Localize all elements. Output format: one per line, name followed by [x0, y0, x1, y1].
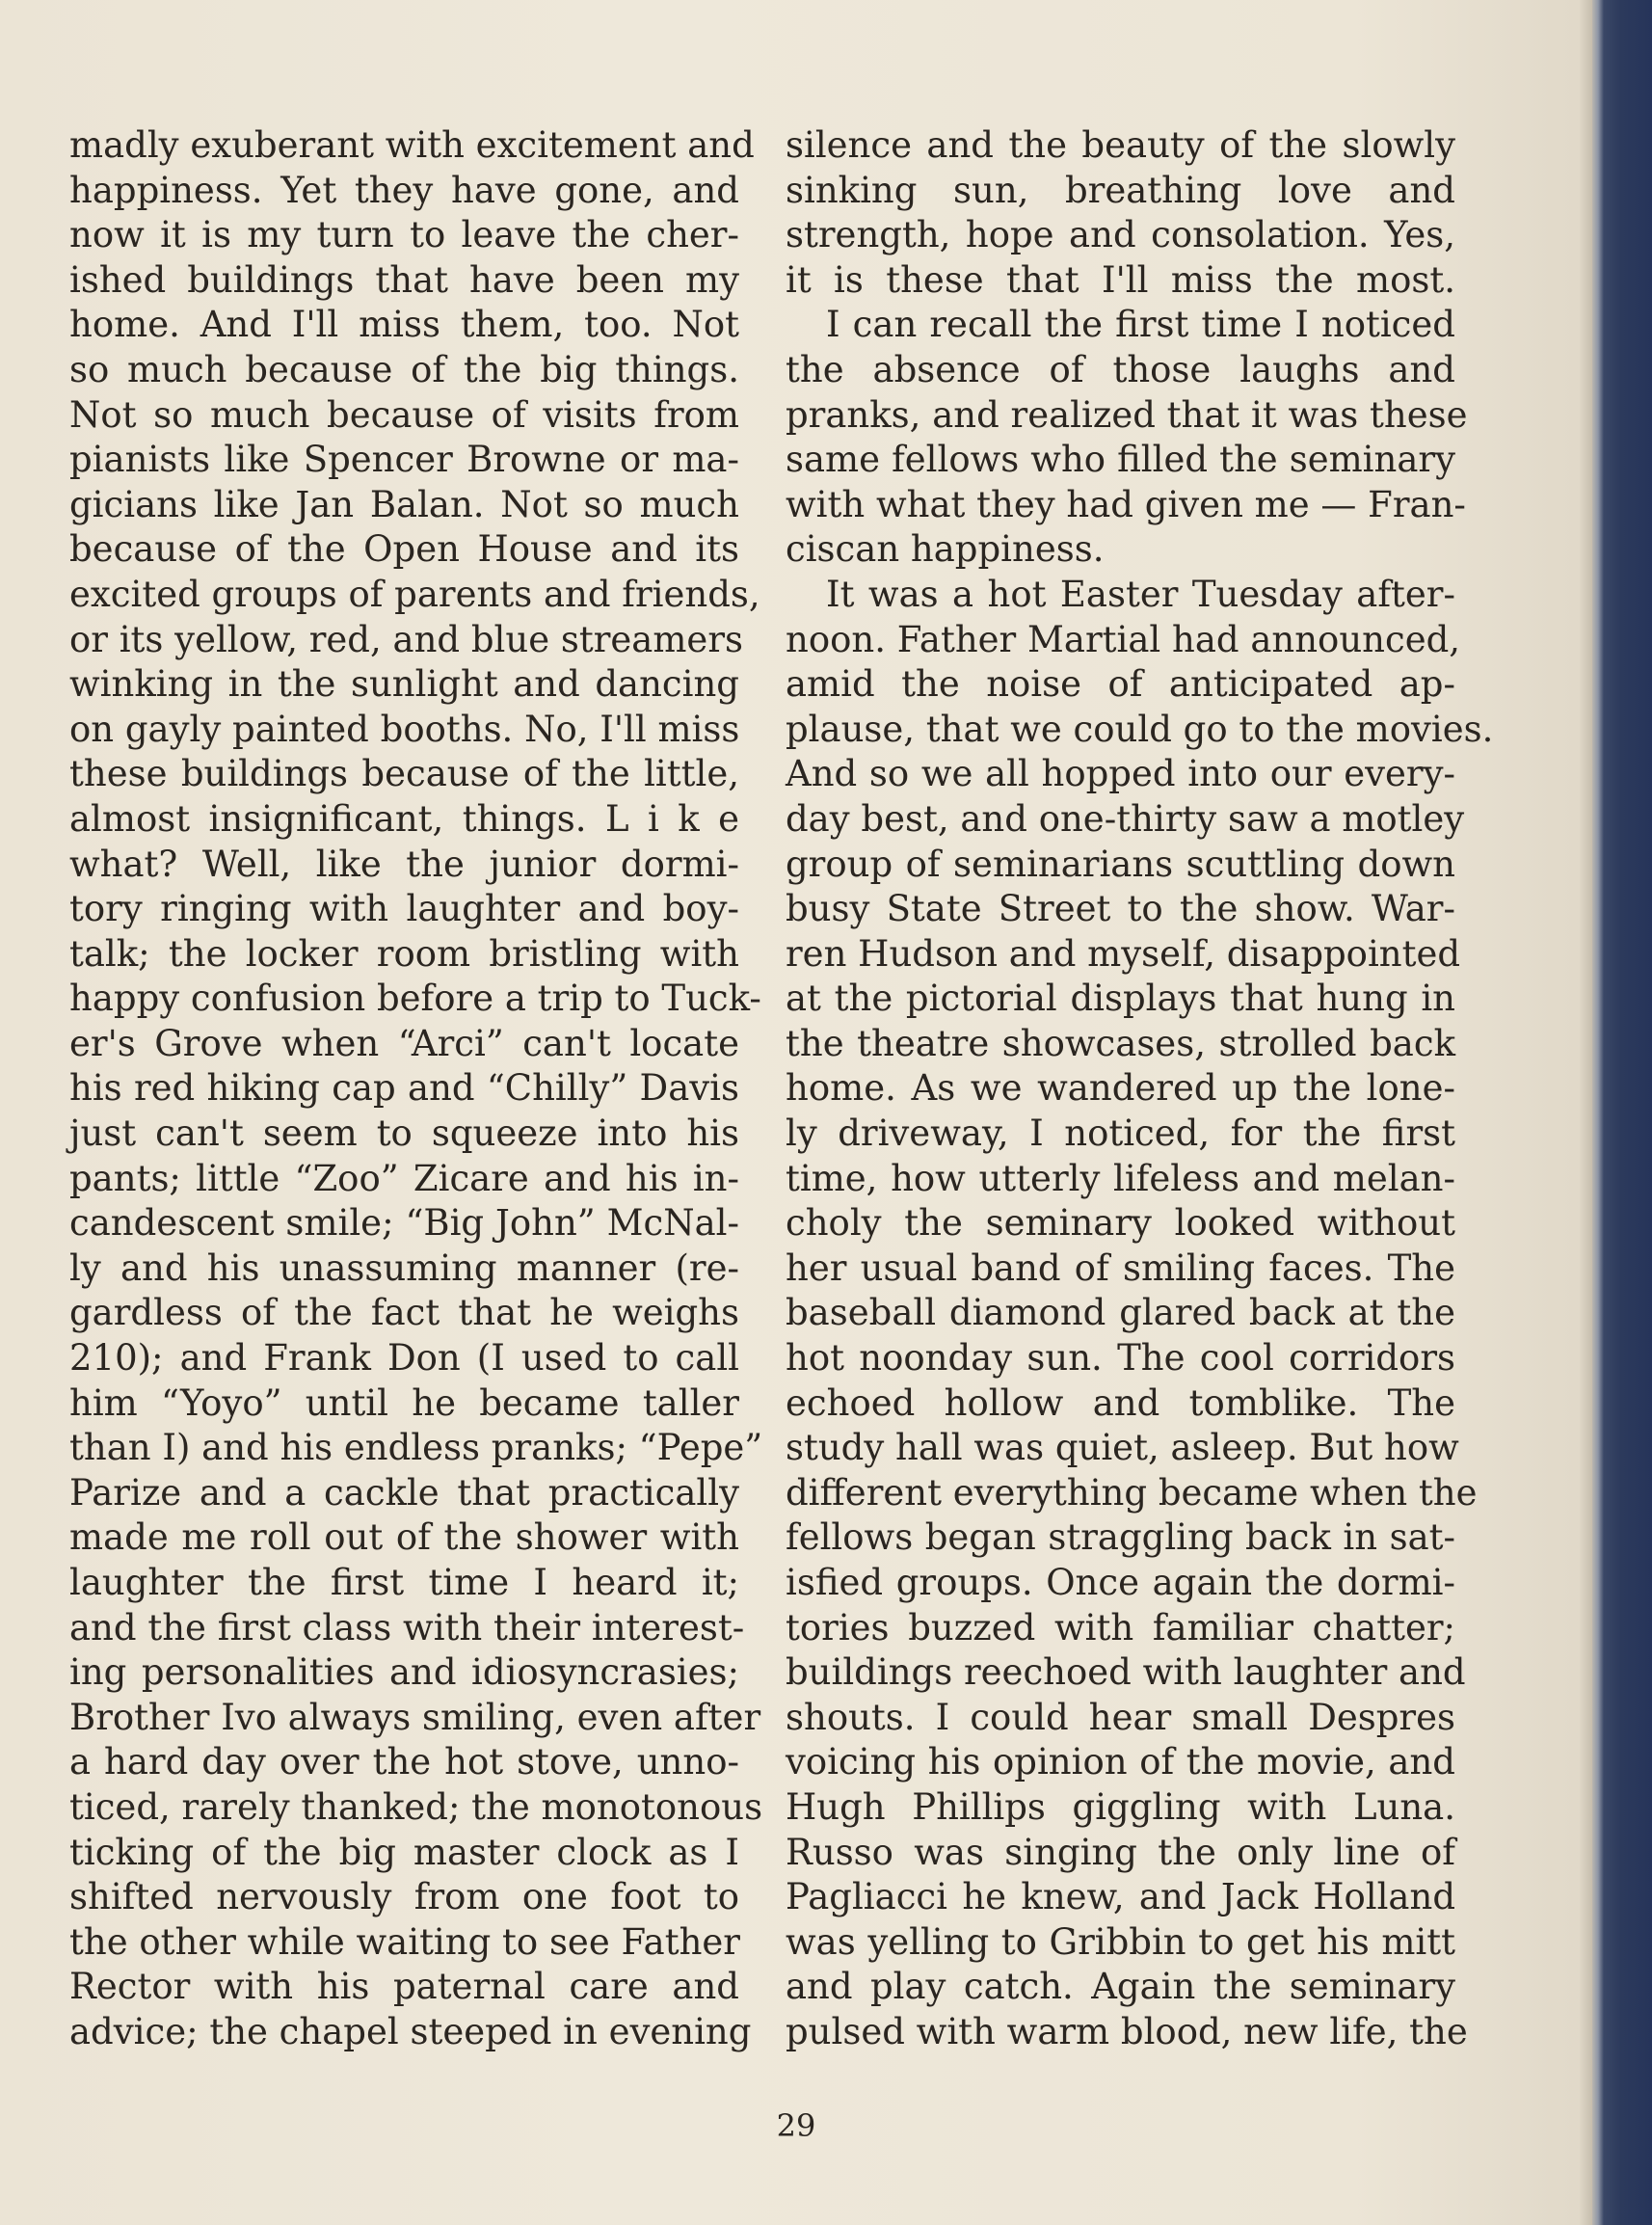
text-line: ly and his unassuming manner (re-	[69, 1247, 739, 1289]
text-line: talk; the locker room bristling with	[69, 932, 739, 975]
text-line: these buildings because of the little,	[69, 753, 739, 795]
text-line: pianists like Spencer Browne or ma-	[69, 439, 739, 481]
text-line: advice; the chapel steeped in evening	[69, 2010, 752, 2052]
text-line: or its yellow, red, and blue streamers	[69, 618, 744, 660]
text-line: shouts. I could hear small Despres	[786, 1696, 1455, 1738]
text-line: shifted nervously from one foot to	[69, 1876, 739, 1918]
text-line: with what they had given me — Fran-	[786, 483, 1466, 525]
text-line: ly driveway, I noticed, for the first	[786, 1112, 1455, 1155]
text-line: because of the Open House and its	[69, 528, 739, 571]
text-line: happy confusion before a trip to Tuck-	[69, 978, 761, 1020]
text-line: ticed, rarely thanked; the monotonous	[69, 1785, 763, 1828]
text-line: er's Grove when “Arci” can't locate	[69, 1022, 739, 1064]
text-line: plause, that we could go to the movies.	[786, 708, 1494, 750]
text-line: strength, hope and consolation. Yes,	[786, 214, 1455, 256]
text-line: tory ringing with laughter and boy-	[69, 888, 739, 930]
text-line: ciscan happiness.	[786, 528, 1105, 571]
text-line: ren Hudson and myself, disappointed	[786, 932, 1461, 975]
text-line: her usual band of smiling faces. The	[786, 1247, 1455, 1289]
text-line: happiness. Yet they have gone, and	[69, 169, 739, 211]
text-line: pranks, and realized that it was these	[786, 393, 1468, 436]
text-line: And so we all hopped into our every-	[786, 753, 1455, 795]
text-line: choly the seminary looked without	[786, 1202, 1455, 1245]
text-line: home. As we wandered up the lone-	[786, 1067, 1455, 1110]
text-line: now it is my turn to leave the cher-	[69, 214, 739, 256]
text-line: different everything became when the	[786, 1471, 1478, 1514]
text-line: was yelling to Gribbin to get his mitt	[786, 1920, 1455, 1963]
text-line: home. And I'll miss them, too. Not	[69, 304, 739, 346]
text-line: silence and the beauty of the slowly	[786, 124, 1455, 166]
text-line: gardless of the fact that he weighs	[69, 1292, 739, 1334]
text-line: busy State Street to the show. War-	[786, 888, 1455, 930]
text-line: Russo was singing the only line of	[786, 1831, 1455, 1873]
text-line: I can recall the first time I noticed	[826, 304, 1455, 346]
text-line: fellows began straggling back in sat-	[786, 1516, 1455, 1559]
text-line: Hugh Phillips giggling with Luna.	[786, 1785, 1455, 1828]
text-line: amid the noise of anticipated ap-	[786, 663, 1455, 706]
text-line: pants; little “Zoo” Zicare and his in-	[69, 1157, 739, 1199]
text-line: isfied groups. Once again the dormi-	[786, 1562, 1455, 1603]
text-line: just can't seem to squeeze into his	[69, 1112, 739, 1155]
text-line: Parize and a cackle that practically	[69, 1471, 739, 1514]
text-line: and play catch. Again the seminary	[786, 1966, 1455, 2008]
text-line: day best, and one-thirty saw a motley	[786, 797, 1465, 840]
text-line: Brother Ivo always smiling, even after	[69, 1696, 761, 1738]
text-line: hot noonday sun. The cool corridors	[786, 1337, 1455, 1380]
text-line: ticking of the big master clock as I	[69, 1831, 739, 1873]
text-line: sinking sun, breathing love and	[786, 169, 1455, 211]
text-line: ished buildings that have been my	[69, 258, 739, 301]
text-line: noon. Father Martial had announced,	[786, 618, 1461, 660]
book-binding	[1592, 0, 1652, 2225]
text-line: Rector with his paternal care and	[69, 1966, 739, 2008]
text-line: 210); and Frank Don (I used to call	[69, 1337, 739, 1380]
text-line: madly exuberant with excitement and	[69, 124, 755, 166]
text-line: at the pictorial displays that hung in	[786, 978, 1455, 1020]
text-line: voicing his opinion of the movie, and	[786, 1741, 1455, 1783]
text-line: a hard day over the hot stove, unno-	[69, 1741, 739, 1783]
text-line: the theatre showcases, strolled back	[786, 1022, 1455, 1064]
text-line: pulsed with warm blood, new life, the	[786, 2010, 1468, 2052]
text-line: buildings reechoed with laughter and	[786, 1651, 1466, 1694]
text-line: ing personalities and idiosyncrasies;	[69, 1651, 739, 1694]
page-number: 29	[776, 2107, 816, 2144]
text-line: on gayly painted booths. No, I'll miss	[69, 708, 740, 750]
text-line: excited groups of parents and friends,	[69, 573, 760, 615]
text-line: echoed hollow and tomblike. The	[786, 1381, 1455, 1424]
text-line: the other while waiting to see Father	[69, 1920, 740, 1963]
text-line: made me roll out of the shower with	[69, 1516, 739, 1559]
text-line: group of seminarians scuttling down	[786, 843, 1455, 885]
text-line: tories buzzed with familiar chatter;	[786, 1606, 1455, 1649]
text-line: Pagliacci he knew, and Jack Holland	[786, 1876, 1455, 1918]
text-line: study hall was quiet, asleep. But how	[786, 1427, 1459, 1469]
text-line: what? Well, like the junior dormi-	[69, 843, 739, 885]
text-line: almost insignificant, things. L i k e	[69, 797, 739, 840]
text-line: It was a hot Easter Tuesday after-	[826, 573, 1455, 615]
text-line: gicians like Jan Balan. Not so much	[69, 483, 739, 525]
text-line: Not so much because of visits from	[69, 393, 739, 436]
right-text-column	[786, 123, 1494, 2055]
text-line: and the first class with their interest-	[69, 1606, 745, 1649]
text-line: his red hiking cap and “Chilly” Davis	[69, 1067, 739, 1110]
text-line: than I) and his endless pranks; “Pepe”	[69, 1427, 763, 1469]
text-line: him “Yoyo” until he became taller	[69, 1381, 739, 1424]
text-line: laughter the first time I heard it;	[69, 1562, 739, 1603]
text-line: same fellows who filled the seminary	[786, 439, 1455, 481]
text-line: winking in the sunlight and dancing	[69, 663, 739, 706]
left-text-column	[69, 123, 763, 2055]
text-line: the absence of those laughs and	[786, 348, 1455, 390]
text-line: so much because of the big things.	[69, 348, 739, 390]
text-line: candescent smile; “Big John” McNal-	[69, 1202, 739, 1245]
page-gutter-shadow	[1579, 0, 1592, 2225]
text-line: it is these that I'll miss the most.	[786, 258, 1455, 301]
text-line: time, how utterly lifeless and melan-	[786, 1157, 1455, 1199]
text-line: baseball diamond glared back at the	[786, 1292, 1455, 1334]
